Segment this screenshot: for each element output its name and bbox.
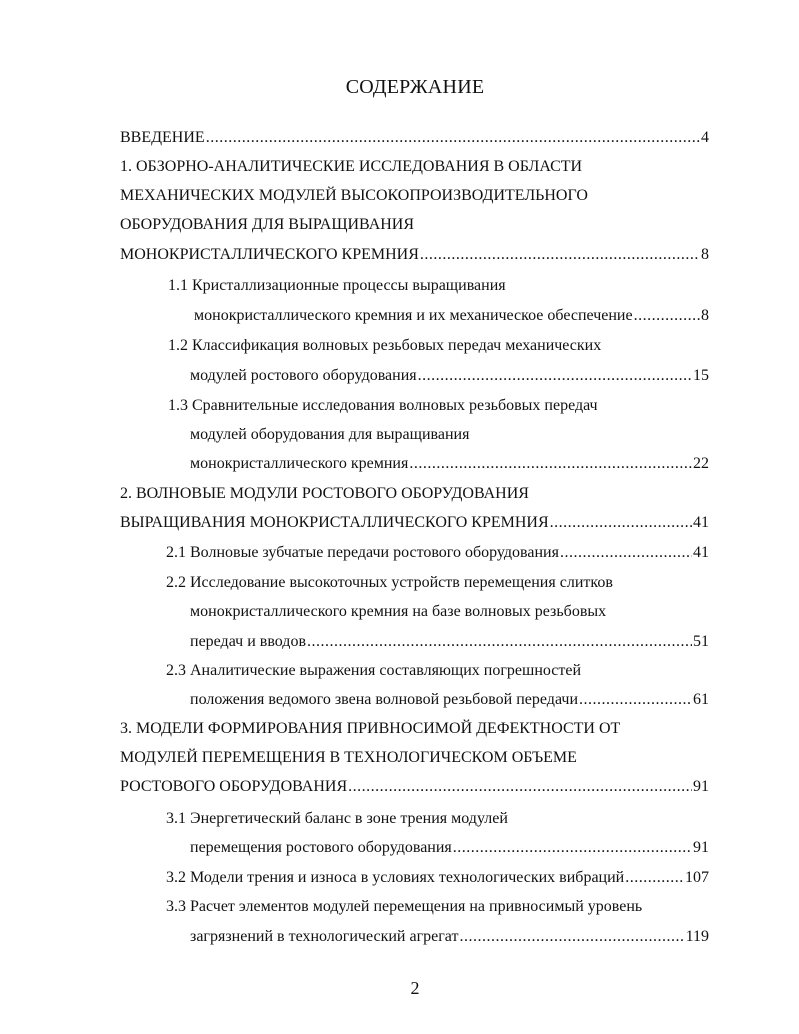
toc-page-number: 4 [701,129,709,146]
toc-chapter-1-line-3[interactable]: ОБОРУДОВАНИЯ ДЛЯ ВЫРАЩИВАНИЯ [120,216,415,233]
toc-section-1-1-line-2[interactable]: монокристаллического кремния и их механическое обеспечение ..... 8 [194,306,709,326]
toc-page-number: 22 [693,455,709,472]
toc-chapter-2-line-2[interactable]: ВЫРАЩИВАНИЯ МОНОКРИСТАЛЛИЧЕСКОГО КРЕМНИЯ ..... 41 [120,513,709,533]
dot-leader [625,868,684,888]
dot-leader [579,690,692,710]
toc-chapter-3-line-3[interactable]: РОСТОВОГО ОБОРУДОВАНИЯ ..... 91 [120,777,709,797]
toc-section-1-2-line-1[interactable]: 1.2 Классификация волновых резьбовых передач механических [168,337,602,354]
toc-section-1-2-line-2[interactable]: модулей ростового оборудования ..... 15 [190,366,709,386]
toc-page-number: 41 [693,514,709,531]
toc-section-2-1[interactable]: 2.1 Волновые зубчатые передачи ростового оборудования ..... 41 [166,543,709,563]
toc-section-1-1-line-1[interactable]: 1.1 Кристаллизационные процессы выращивания [168,277,506,294]
toc-section-2-2-line-2[interactable]: монокристаллического кремния на базе волновых резьбовых [190,603,607,620]
toc-section-3-2[interactable]: 3.2 Модели трения и износа в условиях технологических вибраций ..... 107 [166,868,709,888]
toc-section-3-3-line-1[interactable]: 3.3 Расчет элементов модулей перемещения на привносимый уровень [166,898,643,915]
toc-section-1-3-line-3[interactable]: монокристаллического кремния ..... 22 [190,454,709,474]
toc-section-1-3-line-2[interactable]: модулей оборудования для выращивания [190,426,470,443]
toc-entry-title: ВВЕДЕНИЕ [120,129,205,146]
toc-page-number: 119 [685,928,709,945]
dot-leader [307,632,692,652]
page-number: 2 [410,978,420,998]
toc-page-number: 15 [693,367,709,384]
toc-chapter-3-line-2[interactable]: МОДУЛЕЙ ПЕРЕМЕЩЕНИЯ В ТЕХНОЛОГИЧЕСКОМ ОБЪЕМЕ [120,749,577,766]
toc-chapter-1-line-1[interactable]: 1. ОБЗОРНО-АНАЛИТИЧЕСКИЕ ИССЛЕДОВАНИЯ В ОБЛАСТИ [120,158,583,175]
toc-section-1-3-line-1[interactable]: 1.3 Сравнительные исследования волновых резьбовых передач [168,397,598,414]
toc-page-number: 8 [701,307,709,324]
dot-leader [420,245,700,265]
toc-page-number: 91 [693,839,709,856]
toc-section-3-1-line-2[interactable]: перемещения ростового оборудования ..... 91 [190,838,709,858]
toc-chapter-1-line-4[interactable]: МОНОКРИСТАЛЛИЧЕСКОГО КРЕМНИЯ ..... 8 [120,245,709,265]
toc-chapter-1-line-2[interactable]: МЕХАНИЧЕСКИХ МОДУЛЕЙ ВЫСОКОПРОИЗВОДИТЕЛЬНОГО [120,187,588,204]
toc-section-2-2-line-1[interactable]: 2.2 Исследование высокоточных устройств перемещения слитков [166,574,613,591]
page-title: СОДЕРЖАНИЕ [345,76,485,98]
dot-leader [459,927,684,947]
toc-section-2-3-line-1[interactable]: 2.3 Аналитические выражения составляющих погрешностей [166,662,582,679]
toc-page-number: 51 [693,633,709,650]
toc-section-2-2-line-3[interactable]: передач и вводов ..... 51 [190,632,709,652]
toc-section-3-3-line-2[interactable]: загрязнений в технологический агрегат ..... 119 [190,927,709,947]
toc-page-number: 8 [701,246,709,263]
dot-leader [348,777,692,797]
toc-section-2-3-line-2[interactable]: положения ведомого звена волновой резьбовой передачи ..... 61 [190,690,709,710]
dot-leader [453,838,692,858]
toc-page-number: 107 [685,869,709,886]
dot-leader [206,128,700,148]
toc-page-number: 91 [693,778,709,795]
toc-page-number: 41 [693,544,709,561]
dot-leader [409,454,692,474]
dot-leader [418,366,692,386]
toc-chapter-3-line-1[interactable]: 3. МОДЕЛИ ФОРМИРОВАНИЯ ПРИВНОСИМОЙ ДЕФЕКТНОСТИ ОТ [120,720,621,737]
dot-leader [550,513,692,533]
toc-section-3-1-line-1[interactable]: 3.1 Энергетический баланс в зоне трения модулей [166,810,508,827]
toc-entry-introduction[interactable] [120,128,709,148]
dot-leader [634,306,700,326]
toc-chapter-2-line-1[interactable]: 2. ВОЛНОВЫЕ МОДУЛИ РОСТОВОГО ОБОРУДОВАНИЯ [120,485,529,502]
toc-page-number: 61 [693,691,709,708]
dot-leader [560,543,692,563]
